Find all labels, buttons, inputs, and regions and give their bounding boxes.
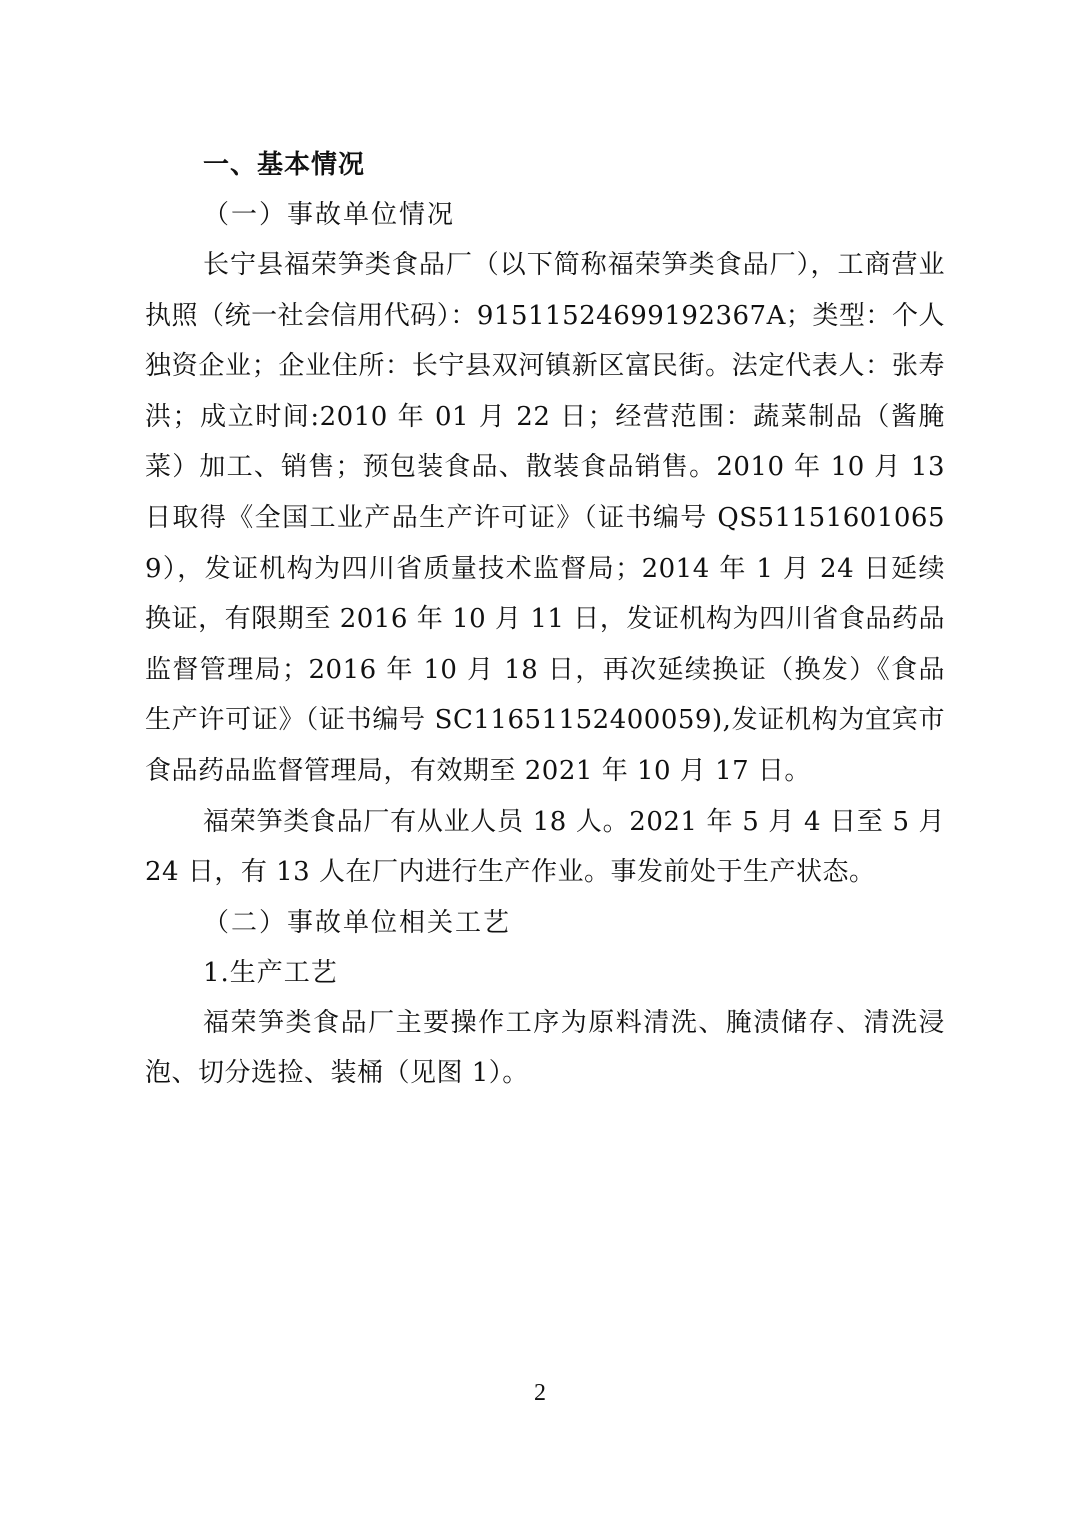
- document-body: [145, 140, 945, 1099]
- page-number: 2: [534, 1380, 546, 1406]
- section-heading: 一、基本情况: [203, 150, 366, 180]
- item-heading-production-process: 1.生产工艺: [203, 957, 338, 988]
- paragraph-company-info: 长宁县福荣笋类食品厂（以下简称福荣笋类食品厂），工商营业执照（统一社会信用代码）：91511524699192367A；类型：个人独资企业；企业住所：长宁县双河镇新区富民街。法定代表人：张寿洪；成立时间:2010 年 01 月 22 日；经营范围：蔬菜制品（酱腌菜）加工、销售；预包装食品、散装食品销售。2010 年 10 月 13 日取得《全国工业产品生产许可证》（证书编号 QS511516010659），发证机构为四川省质量技术监督局；2014 年 1 月 24 日延续换证，有限期至 2016 年 10 月 11 日，发证机构为四川省食品药品监督管理局；2016 年 10 月 18 日，再次延续换证（换发）《食品生产许可证》（证书编号 SC11651152400059),发证机构为宜宾市食品药品监督管理局，有效期至 2021 年 10 月 17 日。: [145, 250, 945, 786]
- subsection-heading-accident-unit: （一）事故单位情况: [203, 200, 456, 230]
- paragraph-process-steps: 福荣笋类食品厂主要操作工序为原料清洗、腌渍储存、清洗浸泡、切分选捡、装桶（见图 1）。: [145, 1007, 945, 1089]
- subsection-heading-process: （二）事故单位相关工艺: [203, 907, 512, 938]
- paragraph-employees: 福荣笋类食品厂有从业人员 18 人。2021 年 5 月 4 日至 5 月 24 日，有 13 人在厂内进行生产作业。事发前处于生产状态。: [145, 806, 945, 888]
